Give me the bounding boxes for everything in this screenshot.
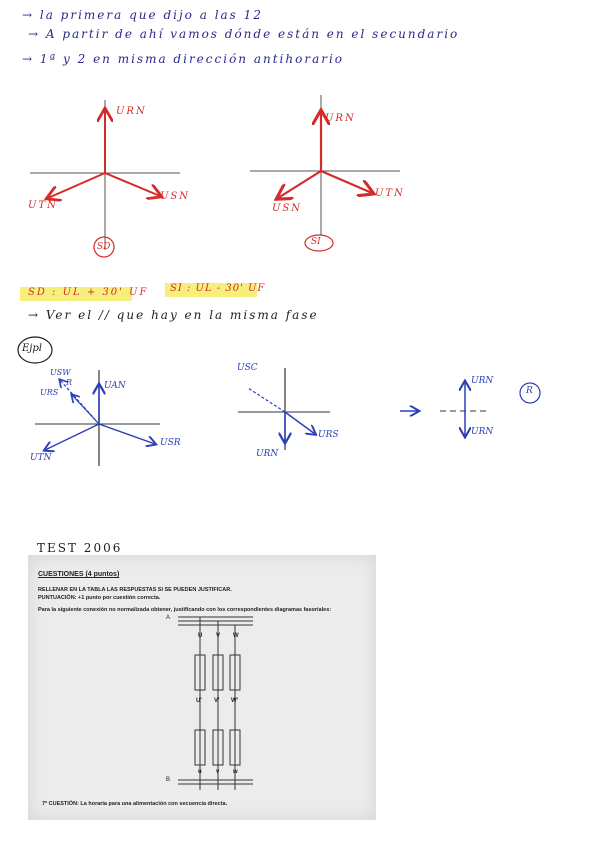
label-urn-1: URN [116,106,147,117]
photo-instr-2: PUNTUACIÓN: +1 punto por cuestión correcta. [38,595,161,601]
sketch-diagram-1 [35,370,160,466]
exam-photo [28,555,376,820]
label-utn-1: UTN [28,200,58,211]
label-r: R [66,378,73,387]
photo-term-v: V [216,633,221,639]
label-usr: USR [160,438,181,448]
label-urn-bottom: URN [471,427,494,437]
photo-instr-3: Para la siguiente conexión no normalizada obtener, justificando con los correspondientes diagramas fasoriales: [38,607,332,613]
test-label: TEST 2006 [37,541,123,555]
photo-term-u-low: u [198,769,202,775]
vector-usn-2 [278,171,321,198]
photo-term-w-prime: W' [231,698,239,704]
label-usc: USC [237,363,258,373]
label-urn-top: URN [471,376,494,386]
ejemplo-label: Ejpl [22,343,42,354]
tag-si: SI [311,237,321,247]
label-usn-1: USN [160,191,191,202]
label-utn-2: UTN [375,188,405,199]
photo-term-v-prime: V' [214,698,220,704]
label-usn-2: USN [272,203,303,214]
photo-term-w: W [233,633,239,639]
label-urn-s2: URN [256,449,279,459]
photo-term-w-low: w [233,769,238,775]
phasor-diagram-sd [30,100,180,257]
label-urs-1: URS [40,388,59,397]
photo-heading: CUESTIONES (4 puntos) [38,571,120,578]
photo-phase-b: B [166,777,171,783]
sketch-diagram-3 [400,382,540,436]
note-line-3: → 1ª y 2 en misma dirección antihorario [22,52,345,66]
label-usw: USW [50,368,71,377]
vector-usn [105,173,160,196]
vector-utn [48,173,105,198]
formula-sd: SD : UL + 30' UF [28,287,149,298]
photo-term-u-prime: U' [196,698,202,704]
transformer-schematic [28,555,376,820]
label-utn-s: UTN [30,453,52,463]
label-urn-2: URN [325,113,356,124]
note-line-1: → la primera que dijo a las 12 [22,8,263,22]
photo-term-u: U [198,633,203,639]
label-urs-2: URS [318,430,339,440]
note-line-2: → A partir de ahí vamos dónde están en el secundario [28,27,460,41]
formula-si: SI : UL - 30' UF [170,283,266,294]
photo-phase-a: A [166,615,171,621]
label-uan: UAN [104,381,126,391]
photo-term-v-low: v [216,769,220,775]
tag-sd: SD [97,242,111,252]
sketch-diagram-2 [238,368,330,450]
tag-r: R [526,386,533,396]
photo-question: 7ª CUESTIÓN: La horaria para una alimentación con secuencia directa. [42,801,228,807]
vector-utn-2 [321,171,372,193]
photo-instr-1: RELLENAR EN LA TABLA LAS RESPUESTAS SI SE PUEDEN JUSTIFICAR. [38,587,232,593]
note-line-4: → Ver el // que hay en la misma fase [28,308,319,322]
